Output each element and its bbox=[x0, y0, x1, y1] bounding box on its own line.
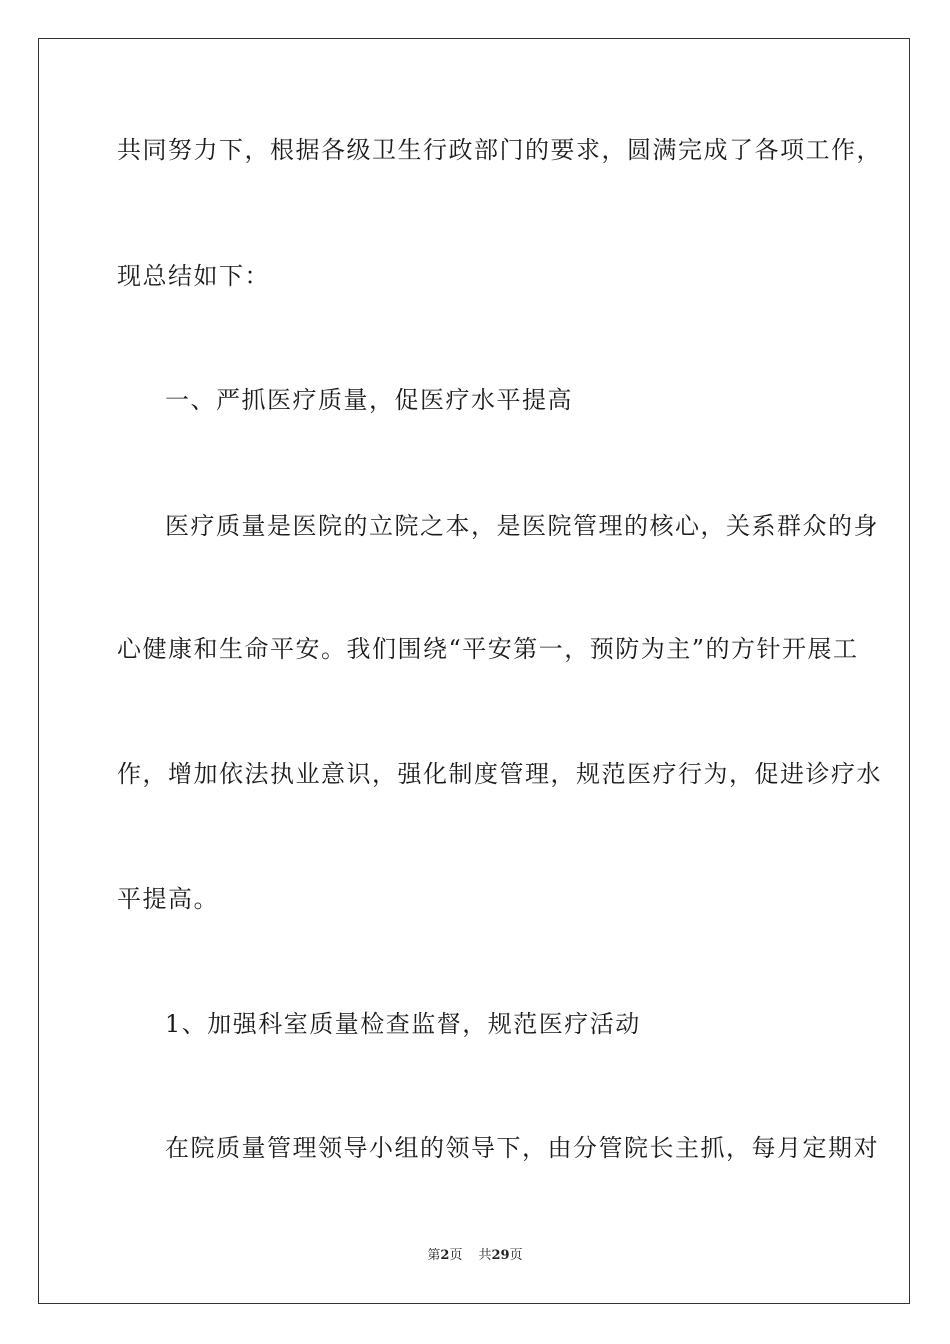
body-text-line-2: 现总结如下： bbox=[117, 262, 270, 290]
footer-total-pages: 29 bbox=[491, 1248, 510, 1263]
page-border bbox=[38, 38, 910, 1304]
body-text-line-6: 平提高。 bbox=[117, 885, 219, 913]
footer-page-prefix: 第 bbox=[427, 1248, 441, 1263]
footer-page-number: 2 bbox=[440, 1248, 450, 1263]
body-text-line-7: 在院质量管理领导小组的领导下，由分管院长主抓，每月定期对 bbox=[165, 1134, 879, 1162]
footer-total-suffix: 页 bbox=[509, 1248, 523, 1263]
body-text-line-4: 心健康和生命平安。我们围绕“平安第一，预防为主”的方针开展工 bbox=[117, 635, 859, 663]
subsection-heading-1: 1、加强科室质量检查监督，规范医疗活动 bbox=[165, 1010, 641, 1038]
page-footer bbox=[0, 1248, 950, 1264]
body-text-line-1: 共同努力下，根据各级卫生行政部门的要求，圆满完成了各项工作， bbox=[117, 136, 882, 164]
body-text-line-5: 作，增加依法执业意识，强化制度管理，规范医疗行为，促进诊疗水 bbox=[117, 760, 882, 788]
section-heading-1: 一、严抓医疗质量，促医疗水平提高 bbox=[165, 386, 573, 414]
body-text-line-3: 医疗质量是医院的立院之本，是医院管理的核心，关系群众的身 bbox=[165, 512, 879, 540]
footer-total-prefix: 共 bbox=[478, 1248, 492, 1263]
footer-page-suffix: 页 bbox=[449, 1248, 463, 1263]
